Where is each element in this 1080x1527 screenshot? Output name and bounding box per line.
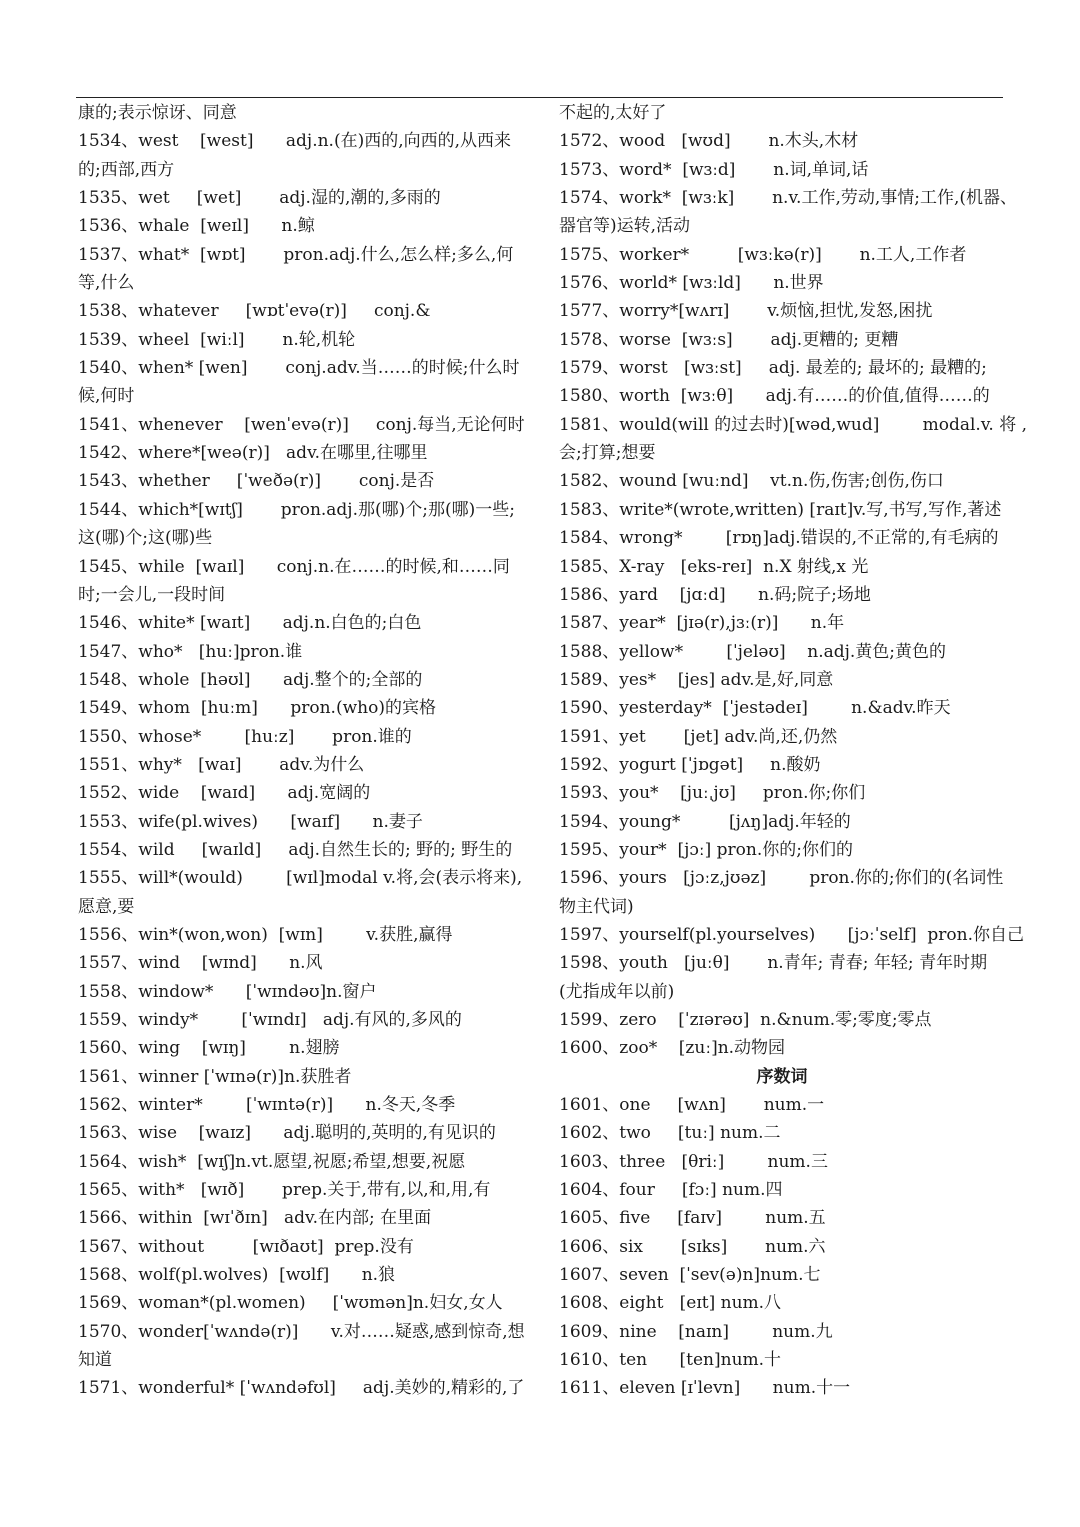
vocab-line: 1555、will*(would) [wɪl]modal v.将,会(表示将来), [78,868,523,889]
vocab-line: 1569、woman*(pl.women) [ˈwʊmən]n.妇女,女人 [78,1293,503,1314]
vocab-line: 1540、when* [wen] conj.adv.当……的时候;什么时 [78,358,520,379]
vocab-line: 1542、where*[weə(r)] adv.在哪里,往哪里 [78,443,428,464]
vocab-line: 不起的,太好了 [559,103,667,123]
vocab-line: 等,什么 [78,273,135,294]
vocab-line: 器官等)运转,活动 [559,216,691,237]
vocab-line: 1606、six [sɪks] num.六 [559,1236,826,1257]
vocab-line: 1611、eleven [ɪˈlevn] num.十一 [559,1378,851,1399]
vocab-line: 会;打算;想要 [559,443,656,464]
vocab-line: 1584、wrong* [rɒŋ]adj.错误的,不正常的,有毛病的 [559,528,999,549]
vocab-line: 物主代词) [559,896,634,917]
vocab-line: 1599、zero [ˈzɪərəʊ] n.&num.零;零度;零点 [559,1010,932,1030]
vocab-line: 1551、why* [waɪ] adv.为什么 [78,754,365,775]
vocab-line: 1594、young* [jʌŋ]adj.年轻的 [559,811,851,832]
vocab-line: 1535、wet [wet] adj.湿的,潮的,多雨的 [78,188,441,209]
vocab-line: 1564、wish* [wɪʃ]n.vt.愿望,祝愿;希望,想要,祝愿 [78,1151,466,1172]
vocab-line: 1552、wide [waɪd] adj.宽阔的 [78,783,371,804]
vocab-line: 1590、yesterday* [ˈjestədeɪ] n.&adv.昨天 [559,698,951,719]
vocab-line: 时;一会儿,一段时间 [78,584,226,605]
vocab-line: 1572、wood [wʊd] n.木头,木材 [559,131,859,152]
vocab-line: 1567、without [wɪðaʊt] prep.没有 [78,1236,414,1257]
left-column [78,99,524,1403]
vocab-line: 1561、winner [ˈwɪnə(r)]n.获胜者 [78,1066,352,1087]
vocab-line: 1587、year* [jɪə(r),jɜː(r)] n.年 [559,613,845,634]
vocab-line: 1574、work* [wɜːk] n.v.工作,劳动,事情;工作,(机器、 [559,188,1018,209]
vocab-line: 1591、yet [jet] adv.尚,还,仍然 [559,726,838,747]
vocab-line: 1566、within [wɪˈðɪn] adv.在内部; 在里面 [78,1208,432,1229]
right-column [559,99,1028,1403]
vocab-line: 1585、X-ray [eks-reɪ] n.X 射线,x 光 [559,556,869,577]
vocab-line: 1565、with* [wɪð] prep.关于,带有,以,和,用,有 [78,1180,491,1201]
vocab-line: 1556、win*(won,won) [wɪn] v.获胜,赢得 [78,924,453,945]
vocab-line: 1609、nine [naɪn] num.九 [559,1321,833,1342]
vocab-line: 1602、two [tuː] num.二 [559,1123,781,1144]
vocab-line: 1559、windy* [ˈwɪndɪ] adj.有风的,多风的 [78,1010,462,1030]
vocab-line: 知道 [78,1350,112,1371]
vocab-line: 1605、five [faɪv] num.五 [559,1208,826,1229]
vocab-line: 的;西部,西方 [78,159,175,180]
vocab-line: 1593、you* [juːˌjʊ] pron.你;你们 [559,783,866,804]
vocab-line: 1589、yes* [jes] adv.是,好,同意 [559,669,834,690]
vocab-line: 1543、whether [ˈweðə(r)] conj.是否 [78,471,435,492]
vocab-line: 1548、whole [həʊl] adj.整个的;全部的 [78,669,423,690]
vocab-line: 1557、wind [wɪnd] n.风 [78,953,323,974]
vocab-line: 1558、window* [ˈwɪndəʊ]n.窗户 [78,981,377,1002]
vocab-line: 1544、which*[wɪtʃ] pron.adj.那(哪)个;那(哪)一些; [78,499,515,520]
vocab-line: 1598、youth [juːθ] n.青年; 青春; 年轻; 青年时期 [559,953,988,974]
vocab-line: 这(哪)个;这(哪)些 [78,528,213,549]
vocab-line: 1536、whale [weɪl] n.鲸 [78,216,315,237]
vocab-line: 1553、wife(pl.wives) [waɪf] n.妻子 [78,811,423,832]
vocab-line: (尤指成年以前) [559,981,675,1002]
vocab-line: 1580、worth [wɜːθ] adj.有……的价值,值得……的 [559,386,990,407]
vocab-line: 1581、would(will 的过去时)[wəd,wud] modal.v. 将 , [559,414,1028,435]
vocab-line: 1596、yours [jɔːz,jʊəz] pron.你的;你们的(名词性 [559,868,1004,889]
vocab-line: 康的;表示惊讶、同意 [78,103,237,123]
vocab-line: 候,何时 [78,386,135,407]
vocab-line: 1547、who* [huː]pron.谁 [78,641,303,662]
vocab-line: 1583、write*(wrote,written) [raɪt]v.写,书写,写作,著述 [559,499,1002,520]
vocab-line: 1579、worst [wɜːst] adj. 最差的; 最坏的; 最糟的; [559,358,987,379]
vocab-line: 1560、wing [wɪŋ] n.翅膀 [78,1038,340,1059]
vocab-line: 1541、whenever [wenˈevə(r)] conj.每当,无论何时 [78,414,525,435]
vocab-line: 1577、worry*[wʌrɪ] v.烦恼,担忧,发怒,困扰 [559,301,933,322]
vocab-line: 1537、what* [wɒt] pron.adj.什么,怎么样;多么,何 [78,244,514,265]
vocab-line: 1582、wound [wuːnd] vt.n.伤,伤害;创伤,伤口 [559,471,944,492]
vocab-line: 1586、yard [jɑːd] n.码;院子;场地 [559,584,871,605]
vocab-line: 1550、whose* [huːz] pron.谁的 [78,726,412,747]
vocab-line: 1610、ten [ten]num.十 [559,1350,782,1371]
vocab-line: 1592、yogurt [ˈjɒgət] n.酸奶 [559,754,821,775]
vocab-line: 1575、worker* [wɜːkə(r)] n.工人,工作者 [559,244,967,265]
vocab-line: 1597、yourself(pl.yourselves) [jɔːˈself] pron.你自己 [559,924,1025,945]
vocab-line: 1576、world* [wɜːld] n.世界 [559,273,824,294]
vocab-line: 1549、whom [huːm] pron.(who)的宾格 [78,698,436,719]
vocab-line: 1538、whatever [wɒtˈevə(r)] conj.& [78,301,431,322]
header-rule [76,97,1003,98]
vocab-line: 1603、three [θriː] num.三 [559,1151,828,1172]
vocab-line: 1546、white* [waɪt] adj.n.白色的;白色 [78,613,422,634]
vocab-line: 1571、wonderful* [ˈwʌndəfʊl] adj.美妙的,精彩的,了 [78,1378,525,1399]
vocab-line: 1534、west [west] adj.n.(在)西的,向西的,从西来 [78,131,512,152]
vocab-line: 1570、wonder[ˈwʌndə(r)] v.对……疑惑,感到惊奇,想 [78,1321,525,1342]
vocab-line: 1601、one [wʌn] num.一 [559,1095,825,1116]
vocab-line: 1554、wild [waɪld] adj.自然生长的; 野的; 野生的 [78,839,513,860]
vocab-line: 1600、zoo* [zuː]n.动物园 [559,1038,786,1059]
vocab-line: 1578、worse [wɜːs] adj.更糟的; 更糟 [559,329,899,350]
vocab-line: 愿意,要 [78,896,135,917]
vocab-line: 1608、eight [eɪt] num.八 [559,1293,782,1314]
vocab-line: 1607、seven [ˈsev(ə)n]num.七 [559,1265,821,1286]
section-heading: 序数词 [756,1066,808,1087]
vocab-line: 1604、four [fɔː] num.四 [559,1180,783,1201]
vocab-line: 1595、your* [jɔː] pron.你的;你们的 [559,839,853,860]
vocab-line: 1573、word* [wɜːd] n.词,单词,话 [559,159,869,180]
vocab-line: 1562、winter* [ˈwɪntə(r)] n.冬天,冬季 [78,1095,456,1116]
vocab-line: 1545、while [waɪl] conj.n.在……的时候,和……同 [78,556,510,577]
vocab-line: 1568、wolf(pl.wolves) [wʊlf] n.狼 [78,1265,396,1286]
vocab-line: 1563、wise [waɪz] adj.聪明的,英明的,有见识的 [78,1123,496,1144]
vocab-line: 1539、wheel [wiːl] n.轮,机轮 [78,329,356,350]
vocab-line: 1588、yellow* [ˈjeləʊ] n.adj.黄色;黄色的 [559,641,947,662]
